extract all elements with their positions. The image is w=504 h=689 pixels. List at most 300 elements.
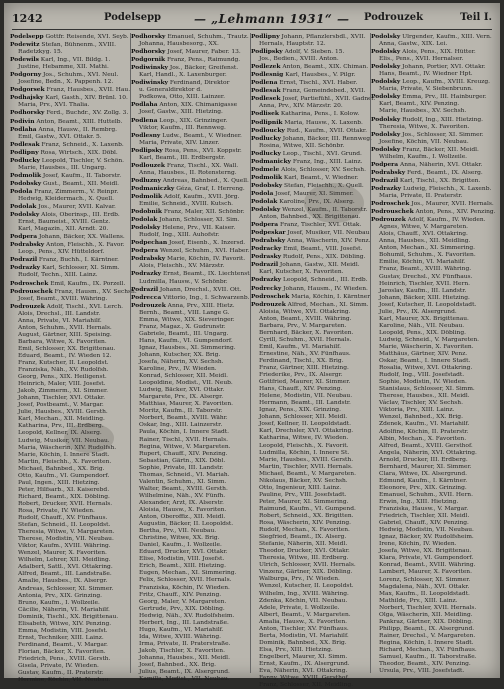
- entry-details: Walter, Beamt., XVIII. Gersth.: [139, 485, 228, 492]
- directory-entry: [131, 648, 247, 655]
- entry-details: Herbert, Ing., III. Landstraße.: [139, 619, 229, 626]
- entry-details: Leopold, Schneid., III. Erdb.: [281, 277, 368, 284]
- entry-details: Ernst, Techniker, XIII. Lainz.: [18, 634, 104, 641]
- entry-details: Johann, Schlosser, XII. Meidl.: [259, 414, 348, 421]
- directory-entry: [251, 605, 367, 612]
- directory-entry: [251, 253, 367, 261]
- directory-entry: [10, 614, 126, 621]
- entry-details: Jos., Schlosser, XI. Simmer.: [400, 131, 484, 138]
- entry-details: Theresia, Witwe, III. Erdberg.: [259, 555, 349, 562]
- entry-details: Elisabeth, Witwe, XIV. Penzing.: [18, 620, 112, 627]
- entry-details: Anton, Tischler, XV. Fünfhaus.: [259, 625, 349, 632]
- entry-details: Oskar, Ing., XIII. Lainzerstr.: [139, 422, 223, 429]
- entry-details: Maria, Hausw., X. Laxenb.: [282, 119, 363, 126]
- column-3: [250, 33, 376, 689]
- directory-entry: [371, 351, 495, 358]
- entry-details: Josef, Musiker, VII. Neubau.: [285, 230, 372, 237]
- directory-entry: [371, 640, 495, 647]
- entry-details: Hans, Chauff., XIV. Penzing.: [259, 386, 343, 393]
- entry-details: Adolf, Kaufm., XVII. Jörg.: [162, 193, 240, 200]
- entry-details: Franziska, Köchin, IV. Wieden.: [139, 584, 230, 591]
- directory-entry: [10, 188, 126, 196]
- entry-surname: Podobnik: [131, 208, 162, 216]
- directory-entry: [10, 536, 126, 543]
- entry-details: Wenzel, Kaufm., II. Taborstr.: [280, 207, 368, 214]
- directory-entry: [131, 224, 247, 232]
- entry-details: Bohumil, Schuhm., X. Favoriten.: [379, 252, 476, 259]
- entry-details: Hugo, Kaufm., VI. Mariahilf.: [139, 626, 224, 633]
- directory-entry: [10, 430, 126, 437]
- directory-entry: [371, 471, 495, 478]
- header-keyword-right: Podrouzek: [364, 12, 424, 23]
- entry-surname: Podolsky: [251, 206, 281, 214]
- entry-details: Gertrude, Prv., XIX. Döbling.: [139, 605, 225, 612]
- directory-entry: [371, 185, 495, 193]
- directory-entry: [131, 94, 247, 101]
- directory-entry: [10, 501, 126, 508]
- directory-entry: [371, 464, 495, 471]
- directory-entry: [251, 478, 367, 485]
- page-part: Teil I.: [460, 12, 492, 23]
- directory-entry: [10, 438, 126, 445]
- entry-details: Gust., Beamt., XII. Meidl.: [41, 180, 119, 187]
- directory-entry: [371, 443, 495, 450]
- entry-details: Stefan, Bühnenm., XVIII.: [39, 42, 116, 49]
- entry-details: Zdenek, Kaufm., VI. Mariahilf.: [379, 421, 470, 428]
- entry-details: Maria, Köchin, I. Kärntner.: [289, 293, 372, 300]
- directory-entry: [131, 132, 247, 140]
- entry-details: Maria, Private, V. Siebenbrunn.: [379, 86, 473, 93]
- entry-details: Peter, Hilfsarb., XI. Kaiserebd.: [18, 486, 110, 493]
- directory-entry: [251, 48, 367, 56]
- entry-details: Matthäus, Gärtner, XIV. Penz.: [379, 351, 468, 358]
- entry-surname: Podpeskar: [251, 229, 286, 237]
- entry-details: Anna, Näherin, XVI. Ottakr.: [398, 161, 483, 168]
- directory-entry: [251, 56, 367, 63]
- entry-details: Dominik, Bahnbed., XX. Brig.: [259, 639, 347, 646]
- entry-details: Josefa, Näherin, XV. Sechsh.: [139, 359, 224, 366]
- directory-entry: [131, 528, 247, 535]
- entry-details: Emil, Schlosser, XX. Brigittenau.: [18, 345, 116, 352]
- directory-entry: [131, 177, 247, 185]
- directory-entry: [251, 386, 367, 393]
- directory-entry: [10, 318, 126, 325]
- directory-entry: [10, 346, 126, 353]
- directory-entry: [131, 486, 247, 493]
- entry-details: Ernestine, Näh., XV. Fünfhaus.: [259, 350, 351, 357]
- entry-details: Martin, Fleischh., X. Favoriten.: [18, 458, 112, 465]
- entry-details: Friedrich, Tischler, XII. Meidl.: [379, 513, 470, 520]
- directory-entry: [131, 387, 247, 394]
- directory-entry: [371, 344, 495, 351]
- entry-surname: Podlesek: [251, 95, 281, 103]
- entry-details: Elise, Modistin, VIII. Josefst.: [139, 556, 225, 563]
- directory-entry: [10, 529, 126, 536]
- entry-details: Jos., Bedien., XVIII. Anton.: [259, 56, 339, 63]
- directory-entry: [371, 252, 495, 259]
- entry-details: Theresia, Witwe, X. Favoriten.: [379, 123, 470, 130]
- entry-details: Adolf, Kaufm., IV. Wieden.: [405, 217, 486, 224]
- entry-details: Karl, Schlosser, XI. Simm.: [40, 265, 120, 272]
- entry-details: Jos., Bäcker, Greifenst.: [167, 65, 239, 72]
- entry-details: Vittorio, Ing., I. Schwarzenb.: [161, 294, 250, 301]
- directory-entry: [251, 127, 367, 135]
- entry-details: Marie, Köchin, I. Innere Stadt.: [18, 451, 110, 458]
- directory-entry: [251, 675, 367, 682]
- entry-details: Norbert, Beamt., XVIII. Währ.: [139, 415, 228, 422]
- entry-surname: Podlaha: [10, 125, 37, 133]
- entry-surname: Podolsky: [371, 48, 401, 56]
- entry-details: Julie, Prv., IX. Alsergrund.: [379, 308, 457, 315]
- entry-details: Cyrill, Schuhm., XVII. Hernals.: [259, 336, 352, 343]
- entry-surname: Podrabsky: [251, 237, 286, 245]
- entry-details: Géza, Graf, I. Herreng.: [174, 185, 245, 192]
- directory-entry: [251, 229, 372, 237]
- directory-entry: [251, 576, 367, 583]
- entry-surname: Podrazil: [10, 256, 38, 264]
- entry-surname: Podrouzek: [251, 300, 286, 308]
- directory-entry: [371, 626, 495, 633]
- entry-details: Johann, Gastw., XII. Meidl.: [278, 262, 360, 269]
- directory-entry: [371, 224, 495, 231]
- directory-entry: [251, 95, 376, 103]
- directory-entry: [371, 506, 495, 513]
- entry-details: Barbara, Prv., V. Margareten.: [259, 322, 347, 329]
- directory-entry: [371, 478, 495, 485]
- directory-entry: [251, 682, 367, 689]
- entry-details: Alois, Chauff., XVI. Ottakring.: [379, 231, 468, 238]
- entry-surname: Podrabsky: [131, 255, 166, 263]
- entry-details: Edmund, Kaufm., I. Kärntner.: [379, 477, 468, 484]
- header-keyword-left: Podelsepp: [104, 12, 162, 23]
- directory-entry: [10, 353, 126, 360]
- entry-details: Leopold, Fleischh., X. Favorit.: [259, 442, 349, 449]
- directory-entry: [10, 64, 126, 71]
- entry-details: Johann, Bäcker, XIII. Hietzing.: [379, 294, 470, 301]
- directory-entry: [251, 166, 367, 174]
- directory-entry: [10, 466, 126, 473]
- directory-entry: [131, 109, 247, 116]
- directory-entry: [10, 241, 126, 249]
- entry-details: Ludwig, Schneid., V. Margareten.: [379, 336, 480, 343]
- directory-entry: [10, 557, 126, 564]
- entry-surname: Podmele: [251, 165, 280, 173]
- entry-details: Josefa, Witwe, XX. Brigittenau.: [379, 548, 472, 555]
- directory-entry: [251, 654, 367, 661]
- entry-details: Eduard, Drucker, XVI. Ottakr.: [139, 549, 228, 556]
- directory-entry: [371, 316, 495, 323]
- entry-details: Georg, Pens., XIX. Heiligenst.: [18, 374, 107, 381]
- directory-entry: [131, 270, 252, 278]
- directory-entry: [251, 309, 367, 316]
- page-number: 1242: [12, 12, 43, 25]
- entry-details: Regina, Witwe, V. Margareten.: [139, 443, 231, 450]
- directory-entry: [131, 676, 247, 683]
- entry-details: Pauline, Prv., VIII. Josefstadt.: [259, 491, 347, 498]
- directory-entry: [131, 585, 247, 592]
- entry-surname: Podgornik: [131, 56, 166, 64]
- entry-surname: Podobsky: [10, 179, 42, 187]
- entry-surname: Podewitz: [10, 41, 40, 49]
- entry-details: Wenzel, Bahnbed., XX. Brig.: [379, 414, 463, 421]
- directory-entry: [10, 452, 126, 459]
- directory-entry: [251, 457, 367, 464]
- directory-entry: [371, 238, 495, 245]
- directory-entry: [131, 599, 247, 606]
- entry-details: Elis., Pens., XVII. Hernalser.: [379, 56, 464, 63]
- directory-entry: [131, 185, 247, 193]
- entry-details: Anton, Oberoffiz., XII. Meidl.: [139, 514, 226, 521]
- directory-entry: [10, 628, 126, 635]
- entry-details: Ludwig, Bäcker, XVI. Ottakr.: [139, 387, 225, 394]
- directory-entry: [371, 41, 495, 48]
- entry-details: Marie, Köchin, IV. Favorit.: [165, 256, 246, 263]
- entry-details: Franz, Beamt., XVIII. Währing.: [379, 266, 472, 273]
- directory-entry: [371, 139, 495, 146]
- entry-details: Arnold, Drucker, III. Erdberg.: [379, 456, 468, 463]
- entry-surname: Podrazil: [251, 261, 279, 269]
- entry-details: Eleonore, Prv., XIX. Grinzing.: [379, 484, 467, 491]
- directory-entry: [371, 78, 495, 86]
- directory-entry: [10, 134, 126, 141]
- directory-entry: [371, 101, 495, 108]
- entry-details: Anton, Beamt., XVIII. Währing.: [259, 315, 352, 322]
- directory-entry: [131, 655, 247, 662]
- entry-surname: Podrecky: [251, 284, 282, 292]
- entry-surname: Podroschek: [251, 292, 290, 300]
- directory-entry: [131, 101, 247, 109]
- entry-details: Rainer, Tischl., XVII. Hernals.: [139, 436, 228, 443]
- entry-details: Gottfried, Maurer, XI. Simmer.: [259, 379, 351, 386]
- directory-entry: [131, 317, 247, 324]
- entry-details: Viktoria, Prv., XIII. Lainz.: [379, 407, 455, 414]
- book-title: — „Lehmann 1931“ —: [194, 12, 350, 26]
- directory-entry: [371, 231, 495, 238]
- directory-entry: [10, 149, 126, 157]
- directory-entry: [10, 571, 126, 578]
- directory-entry: [131, 208, 247, 216]
- directory-entry: [131, 79, 247, 87]
- entry-details: Marie, Hausbes., XV. Sechsh.: [379, 108, 467, 115]
- entry-details: Ludwig, Fleischh., X. Laxenb.: [401, 185, 492, 192]
- directory-entry: [371, 216, 495, 224]
- entry-details: Emma, Modistin, VIII. Josefst.: [18, 627, 108, 634]
- entry-surname: Podrouzek: [371, 216, 406, 224]
- entry-details: Viktor, Kaufm., XVIII. Währing.: [18, 543, 111, 550]
- entry-details: Zdenka, Köchin, VII. Neubau.: [259, 597, 348, 604]
- entry-details: Therese, Modistin, VII. Neubau.: [18, 536, 114, 543]
- entry-details: Ida, Witwe, XVIII. Währing.: [139, 633, 221, 640]
- entry-details: Franziska, Hausw., V. Margar.: [379, 506, 469, 513]
- entry-details: Rudolf, Mechan., X. Favoriten.: [259, 527, 350, 534]
- directory-entry: [251, 365, 367, 372]
- entry-details: Emil, Gastw., XVI. Ottakr. 5.: [18, 133, 102, 140]
- entry-details: Emma, Prv., III. Hainburger.: [400, 94, 487, 101]
- entry-details: Sophie, Private, III. Landstr.: [139, 464, 224, 471]
- entry-details: Theodor, Beamt., XIV. Penzing.: [379, 661, 471, 668]
- directory-entry: [131, 147, 247, 155]
- entry-details: Stefan, Fleischh., X. Quell.: [282, 182, 364, 189]
- directory-entry: [10, 211, 126, 219]
- directory-entry: [10, 550, 126, 557]
- entry-surname: Podlipsky: [131, 146, 163, 154]
- directory-entry: [10, 339, 126, 346]
- entry-details: Anton, Fleischh., X. Favor.: [44, 242, 125, 249]
- directory-entry: [131, 352, 247, 359]
- directory-entry: [251, 534, 367, 541]
- entry-details: Anton, Beamt., XIII. Huttelb.: [34, 118, 123, 125]
- entry-details: Rosa, Wäscherin, XIV. Penzing.: [259, 520, 352, 527]
- directory-page: [4, 3, 500, 689]
- directory-entry: [10, 367, 126, 374]
- entry-details: Johann, Kutscher, XX. Brig.: [139, 351, 221, 358]
- entry-details: Rudolf, Chauff., XV. Fünfhaus.: [18, 515, 108, 522]
- directory-entry: [371, 647, 495, 654]
- directory-entry: [131, 117, 247, 125]
- entry-details: Hedwig, Näh., XV. Rudolfsheim.: [139, 612, 235, 619]
- directory-entry: [10, 402, 126, 409]
- directory-entry: [10, 670, 126, 677]
- entry-details: Josefine, Köchin, VII. Neubau.: [379, 138, 469, 145]
- directory-entry: [131, 563, 247, 570]
- directory-entry: [251, 379, 367, 386]
- entry-details: Alfred, Beamt., III. Landstraße.: [18, 571, 112, 578]
- entry-details: Franz, Zimmerm., V. Reinpr.: [32, 188, 119, 195]
- entry-details: Cäcilie, Näherin, VI. Mariahilf.: [18, 606, 110, 613]
- entry-surname: Podlucky: [10, 156, 40, 164]
- entry-details: Alois, Drechsl., III. Landstr.: [18, 310, 101, 317]
- entry-details: Katharina, Witwe, IV. Wieden.: [259, 435, 349, 442]
- directory-entry: [251, 276, 367, 284]
- entry-details: Lorenz, Schlosser, XI. Simmer.: [379, 576, 471, 583]
- entry-details: Karl, Beamt., XIV. Penzing.: [379, 101, 460, 108]
- entry-surname: Podpera: [371, 160, 399, 168]
- entry-details: Bruno, Kaufm., I. Wollzeile.: [18, 599, 100, 606]
- entry-details: Samuel, Kaufm., II. Taborstraße.: [379, 654, 477, 661]
- entry-details: Rainer, Drechsl., V. Margareten.: [379, 632, 476, 639]
- directory-entry: [10, 233, 126, 241]
- entry-details: Ferd., Buchdr., XV. Zollg. 3.: [44, 110, 129, 117]
- directory-entry: [371, 154, 495, 161]
- entry-details: Siegfried, Beamt., IX. Alserg.: [259, 534, 347, 541]
- directory-entry: [371, 208, 495, 216]
- entry-details: Kamilla, Modist., VII. Neubau.: [139, 676, 230, 683]
- entry-surname: Podrabsky: [10, 241, 45, 249]
- entry-surname: Podlouzek: [131, 161, 165, 169]
- directory-entry: [10, 264, 126, 272]
- entry-details: Gabriel, Chauff., XIV. Penzing.: [379, 520, 469, 527]
- directory-entry: [131, 634, 247, 641]
- entry-surname: Podolsky: [371, 78, 401, 86]
- entry-details: Katharina, Pens., I. Kolow.: [278, 111, 360, 118]
- entry-details: Adolf, V. Sieben. 15.: [282, 49, 345, 56]
- directory-entry: [251, 237, 371, 245]
- entry-details: Anna, Prv., XIII. Hietz.: [165, 302, 235, 309]
- directory-entry: [131, 345, 247, 352]
- entry-surname: Podlipnik: [251, 118, 283, 126]
- directory-entry: [371, 337, 495, 344]
- directory-entry: [131, 641, 247, 648]
- directory-entry: [10, 600, 126, 607]
- entry-surname: Podrouzek: [131, 301, 166, 309]
- entry-details: Irma, Private, II. Praterstraße.: [139, 640, 231, 647]
- directory-entry: [251, 513, 367, 520]
- directory-entry: [131, 556, 247, 563]
- entry-details: Raimund, Kaufm., VI. Gumpend.: [259, 505, 356, 512]
- directory-entry: [371, 654, 495, 661]
- directory-entry: [371, 63, 495, 71]
- directory-entry: [371, 527, 495, 534]
- directory-entry: [371, 457, 495, 464]
- directory-entry: [10, 635, 126, 642]
- directory-entry: [131, 514, 247, 521]
- directory-entry: [251, 661, 367, 668]
- directory-entry: [251, 527, 367, 534]
- directory-entry: [10, 180, 126, 188]
- entry-surname: Podmanicky: [251, 157, 291, 165]
- directory-entry: [251, 206, 367, 214]
- directory-entry: [251, 428, 367, 435]
- directory-entry: [251, 485, 367, 492]
- column-4: [370, 33, 495, 673]
- entry-details: Hermine, Köchin, VII. Neubau.: [18, 677, 111, 684]
- entry-details: Julie, Hausbes., XVIII. Gersth.: [18, 409, 108, 416]
- directory-entry: [371, 365, 495, 372]
- entry-surname: Podlesak: [251, 87, 281, 95]
- entry-surname: Podhorsky: [131, 33, 166, 40]
- entry-details: Ludmilla, Köchin, I. Innere St.: [259, 449, 350, 456]
- entry-surname: Podrazky: [10, 264, 41, 272]
- entry-surname: Podlena: [131, 116, 158, 124]
- directory-entry: [10, 172, 126, 180]
- entry-details: Leop., Tischl., XVI. Grund.: [280, 150, 362, 157]
- entry-details: Amalie, Hausbes., IX. Alsergr.: [18, 578, 108, 585]
- entry-details: Therese, Hausbes., XII. Meidl.: [379, 393, 470, 400]
- entry-details: Franz, Buchh., I. Kärntner.: [37, 257, 119, 264]
- entry-details: Gustav, Kaufm., II. Praterstr.: [18, 670, 104, 677]
- directory-entry: [251, 33, 367, 41]
- entry-details: Wenzel, Kutscher, II. Leopoldst.: [259, 583, 354, 590]
- entry-details: Karl, Hausbes., V. Pilgr.: [283, 72, 356, 79]
- directory-entry: [131, 662, 247, 669]
- entry-details: Philipp, Beamt., IX. Alsergrund.: [379, 625, 475, 632]
- directory-entry: [10, 515, 126, 522]
- entry-details: Engelbert, Maurer, XI. Simm.: [259, 653, 348, 660]
- entry-details: Richard, Mechan., XV. Fünfhaus.: [379, 646, 477, 653]
- entry-details: Franz, Gemeindebed., XVII.: [280, 88, 366, 95]
- entry-details: Franziska, Näh., XV. Rudolfsh.: [18, 367, 109, 374]
- directory-entry: [371, 131, 495, 139]
- directory-entry: [371, 414, 495, 421]
- entry-details: Franz, Pens., Raimundg.: [165, 57, 241, 64]
- directory-entry: [10, 226, 126, 233]
- entry-surname: Podiwinsky: [131, 64, 168, 72]
- directory-entry: [251, 110, 367, 118]
- directory-entry: [371, 591, 495, 598]
- directory-entry: [371, 485, 495, 492]
- directory-entry: [131, 500, 247, 507]
- directory-entry: [131, 465, 247, 472]
- entry-surname: Podolsky: [371, 145, 401, 153]
- directory-entry: [131, 125, 247, 132]
- directory-entry: [251, 668, 367, 675]
- directory-entry: [10, 677, 126, 684]
- entry-details: Josef, Kaufm., II. Taborstr.: [41, 172, 122, 179]
- directory-entry: [131, 429, 247, 436]
- directory-entry: [371, 612, 495, 619]
- entry-details: Agnes, Witwe, V. Margareten.: [379, 224, 468, 231]
- directory-entry: [251, 158, 367, 166]
